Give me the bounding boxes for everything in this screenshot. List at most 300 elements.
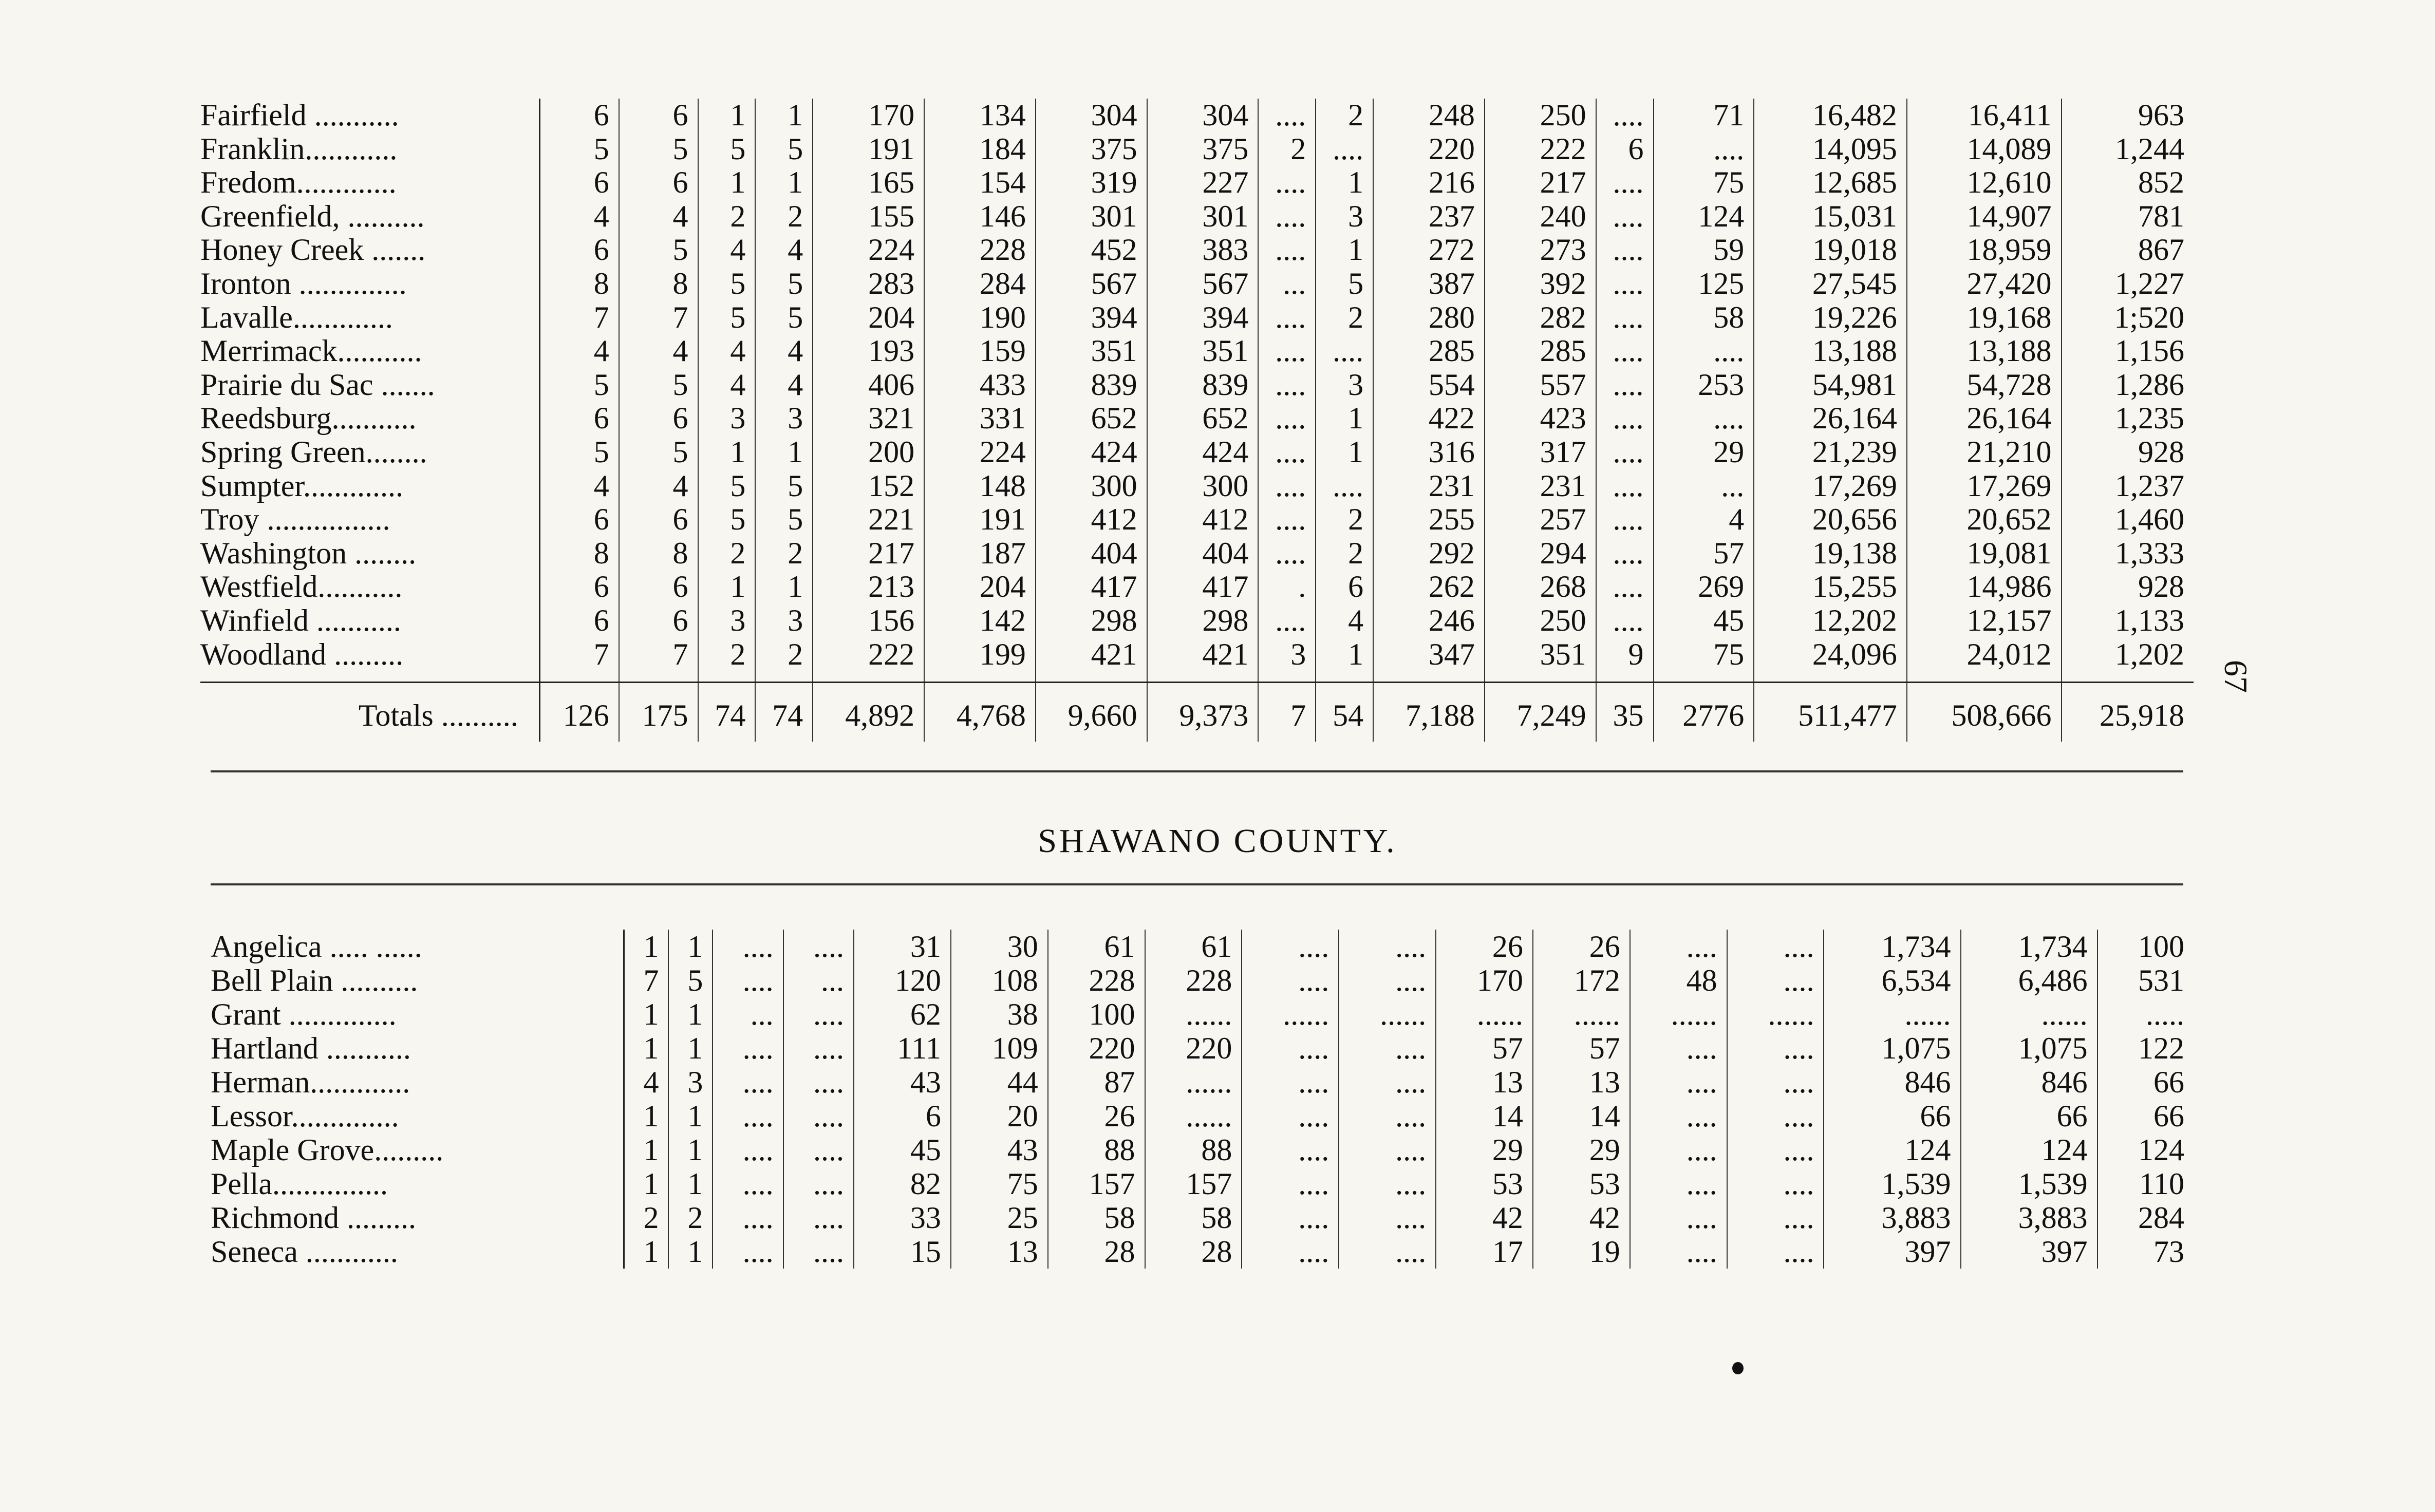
value-cell: 222	[813, 638, 924, 672]
value-cell: 28	[1048, 1235, 1145, 1269]
value-cell: 567	[1147, 267, 1259, 301]
value-cell: 154	[924, 166, 1036, 200]
value-cell: 1	[624, 1031, 669, 1065]
value-cell: 1	[1316, 638, 1373, 672]
value-cell: 285	[1485, 334, 1596, 368]
value-cell: ....	[783, 930, 854, 963]
value-cell: 1	[1316, 166, 1373, 200]
value-cell: .....	[2146, 997, 2184, 1031]
value-cell: 7	[539, 301, 619, 335]
table-row	[211, 1099, 2194, 1133]
value-cell: 4	[619, 200, 698, 234]
value-cell: 652	[1147, 402, 1259, 436]
value-cell: 33	[854, 1201, 951, 1235]
value-cell: 6	[1596, 133, 1654, 166]
value-cell: 217	[1485, 166, 1596, 200]
value-cell: 19	[1533, 1235, 1630, 1269]
value-cell: ....	[1727, 1201, 1824, 1235]
value-cell: 4,892	[813, 683, 924, 742]
value-cell: ....	[1654, 133, 1754, 166]
value-cell: 20,656	[1754, 503, 1907, 537]
value-cell: 31	[854, 930, 951, 963]
value-cell: 2	[755, 638, 813, 672]
table-row	[211, 963, 2194, 997]
value-cell: ....	[1258, 604, 1316, 638]
value-cell: 846	[1824, 1065, 1960, 1099]
value-cell: ....	[1596, 200, 1654, 234]
value-cell: 1,237	[2115, 468, 2184, 503]
value-cell: 3,883	[1824, 1201, 1960, 1235]
value-cell: ....	[783, 1031, 854, 1065]
value-cell: 2	[668, 1201, 713, 1235]
value-cell: 54,728	[1907, 368, 2062, 402]
value-cell: 298	[1036, 604, 1147, 638]
value-cell: 26	[1436, 930, 1533, 963]
value-cell: 404	[1147, 537, 1259, 571]
value-cell: ....	[1339, 1031, 1436, 1065]
value-cell: ....	[1242, 1065, 1339, 1099]
value-cell: 5	[698, 469, 756, 503]
value-cell: 5	[539, 133, 619, 166]
town-name-cell: Lavalle.............	[200, 301, 539, 335]
value-cell: 66	[1961, 1099, 2097, 1133]
value-cell: 13	[951, 1235, 1048, 1269]
value-cell: 54,981	[1754, 368, 1907, 402]
value-cell: 66	[1824, 1099, 1960, 1133]
value-cell: 124	[1824, 1133, 1960, 1167]
value-cell: ....	[713, 963, 783, 997]
value-cell: ....	[713, 1133, 783, 1167]
value-cell: 2	[1258, 133, 1316, 166]
value-cell: 222	[1485, 133, 1596, 166]
value-cell: 15,255	[1754, 570, 1907, 604]
value-cell: 5	[755, 267, 813, 301]
value-cell: 567	[1036, 267, 1147, 301]
value-cell: 1	[668, 1235, 713, 1269]
value-cell: 157	[1048, 1167, 1145, 1201]
value-cell: 19,168	[1907, 301, 2062, 335]
value-cell: ....	[713, 1031, 783, 1065]
value-cell: 417	[1036, 570, 1147, 604]
value-cell: 193	[813, 334, 924, 368]
value-cell: 4	[698, 233, 756, 267]
value-cell: 220	[1373, 133, 1485, 166]
value-cell: 142	[924, 604, 1036, 638]
value-cell: ....	[1339, 930, 1436, 963]
value-cell: ....	[1727, 1099, 1824, 1133]
value-cell: ....	[1258, 436, 1316, 469]
value-cell: ...	[1258, 267, 1316, 301]
table-row	[200, 233, 2194, 267]
value-cell: 38	[951, 997, 1048, 1031]
value-cell: 1	[624, 1099, 669, 1133]
value-cell: 4	[755, 334, 813, 368]
value-cell: ......	[1961, 997, 2097, 1031]
value-cell: 6	[619, 604, 698, 638]
value-cell: 221	[813, 503, 924, 537]
value-cell: 417	[1147, 570, 1259, 604]
value-cell: 57	[1654, 537, 1754, 571]
value-cell: 224	[813, 233, 924, 267]
value-cell: ....	[713, 1065, 783, 1099]
value-cell: 5	[539, 368, 619, 402]
value-cell: 20,652	[1907, 503, 2062, 537]
value-cell: ......	[1145, 1065, 1242, 1099]
value-cell: 28	[1145, 1235, 1242, 1269]
value-cell: 4	[539, 200, 619, 234]
value-cell: 423	[1485, 402, 1596, 436]
table-row	[211, 997, 2194, 1031]
value-cell: ....	[783, 1065, 854, 1099]
value-cell: 284	[2138, 1201, 2184, 1235]
value-cell: ....	[1242, 963, 1339, 997]
value-cell: 1	[668, 997, 713, 1031]
value-cell: 35	[1596, 683, 1654, 742]
value-cell: ....	[1258, 368, 1316, 402]
value-cell: ....	[1258, 200, 1316, 234]
value-cell: 122	[2138, 1031, 2184, 1065]
value-cell: 294	[1485, 537, 1596, 571]
value-cell: ....	[1242, 1235, 1339, 1269]
value-cell: 228	[1145, 963, 1242, 997]
value-cell: 42	[1436, 1201, 1533, 1235]
town-name-cell: Greenfield, ..........	[200, 200, 539, 234]
value-cell: 26,164	[1754, 402, 1907, 436]
value-cell: ......	[1436, 997, 1533, 1031]
value-cell: 283	[813, 267, 924, 301]
value-cell: ....	[783, 997, 854, 1031]
value-cell: 846	[1961, 1065, 2097, 1099]
value-cell: 240	[1485, 200, 1596, 234]
table-row	[200, 402, 2194, 436]
value-cell: ....	[1596, 436, 1654, 469]
value-cell: ....	[713, 1167, 783, 1201]
value-cell: 511,477	[1754, 683, 1907, 742]
value-cell: ....	[1339, 1201, 1436, 1235]
value-cell: ....	[1258, 537, 1316, 571]
value-cell: 5	[698, 133, 756, 166]
value-cell: ....	[1339, 963, 1436, 997]
value-cell: 6,534	[1824, 963, 1960, 997]
value-cell: ....	[1316, 133, 1373, 166]
section-divider	[211, 883, 2183, 885]
value-cell: 8	[539, 537, 619, 571]
value-cell: ....	[713, 1201, 783, 1235]
shawano-county-table	[211, 930, 2194, 1269]
value-cell: 6	[539, 166, 619, 200]
value-cell: 6	[619, 402, 698, 436]
value-cell: 124	[2138, 1133, 2184, 1167]
value-cell: 19,138	[1754, 537, 1907, 571]
value-cell: 557	[1485, 368, 1596, 402]
value-cell: ....	[1339, 1099, 1436, 1133]
value-cell: 57	[1436, 1031, 1533, 1065]
value-cell: 273	[1485, 233, 1596, 267]
value-cell: ...	[783, 963, 854, 997]
value-cell: 301	[1147, 200, 1259, 234]
value-cell: 1,227	[2115, 266, 2184, 300]
value-cell: 5	[698, 503, 756, 537]
value-cell: 6	[619, 503, 698, 537]
value-cell: 73	[2153, 1235, 2184, 1269]
table-row	[200, 99, 2194, 133]
value-cell: 24,012	[1907, 638, 2062, 672]
value-cell: 59	[1654, 233, 1754, 267]
value-cell: ....	[1727, 1031, 1824, 1065]
value-cell: 88	[1145, 1133, 1242, 1167]
value-cell: 250	[1485, 604, 1596, 638]
value-cell: 156	[813, 604, 924, 638]
town-name-cell: Totals ..........	[200, 683, 539, 742]
value-cell: 1	[668, 930, 713, 963]
value-cell: ....	[1316, 469, 1373, 503]
value-cell: 268	[1485, 570, 1596, 604]
value-cell: ....	[1258, 334, 1316, 368]
value-cell: 1,539	[1824, 1167, 1960, 1201]
value-cell: 12,610	[1907, 166, 2062, 200]
value-cell: ....	[783, 1167, 854, 1201]
value-cell: ......	[1339, 997, 1436, 1031]
value-cell: 25,918	[2062, 683, 2194, 742]
value-cell: ....	[1258, 469, 1316, 503]
value-cell: 66	[2153, 1099, 2184, 1133]
value-cell: 394	[1036, 301, 1147, 335]
town-name-cell: Maple Grove.........	[211, 1133, 624, 1167]
value-cell: 14,907	[1907, 200, 2062, 234]
value-cell: 6	[539, 604, 619, 638]
page-number: 67	[2218, 660, 2254, 693]
value-cell: 6	[619, 99, 698, 133]
value-cell: 27,420	[1907, 267, 2062, 301]
value-cell: 14	[1533, 1099, 1630, 1133]
value-cell: 250	[1485, 99, 1596, 133]
value-cell: ....	[1242, 1031, 1339, 1065]
town-name-cell: Prairie du Sac .......	[200, 368, 539, 402]
town-name-cell: Fredom.............	[200, 166, 539, 200]
value-cell: 13	[1533, 1065, 1630, 1099]
value-cell: 224	[924, 436, 1036, 469]
value-cell: 61	[1048, 930, 1145, 963]
value-cell: 298	[1147, 604, 1259, 638]
value-cell: 148	[924, 469, 1036, 503]
value-cell: 165	[813, 166, 924, 200]
value-cell: 404	[1036, 537, 1147, 571]
value-cell: 48	[1630, 963, 1727, 997]
value-cell: 8	[619, 267, 698, 301]
value-cell: 8	[619, 537, 698, 571]
value-cell: 1	[755, 99, 813, 133]
value-cell: ......	[1145, 997, 1242, 1031]
value-cell: 13	[1436, 1065, 1533, 1099]
value-cell: ....	[1596, 570, 1654, 604]
value-cell: 15	[854, 1235, 951, 1269]
value-cell: 1	[668, 1133, 713, 1167]
value-cell: .	[1258, 570, 1316, 604]
value-cell: 199	[924, 638, 1036, 672]
value-cell: 2	[698, 200, 756, 234]
value-cell: 66	[2153, 1065, 2184, 1099]
value-cell: 29	[1654, 436, 1754, 469]
value-cell: 126	[539, 683, 619, 742]
town-name-cell: Winfield ...........	[200, 604, 539, 638]
value-cell: 12,157	[1907, 604, 2062, 638]
value-cell: 3	[698, 402, 756, 436]
value-cell: 6	[539, 233, 619, 267]
value-cell: 58	[1145, 1201, 1242, 1235]
value-cell: 246	[1373, 604, 1485, 638]
value-cell: 43	[854, 1065, 951, 1099]
value-cell: 508,666	[1907, 683, 2062, 742]
value-cell: 14	[1436, 1099, 1533, 1133]
value-cell: 111	[854, 1031, 951, 1065]
town-name-cell: Pella...............	[211, 1167, 624, 1201]
value-cell: 1	[624, 997, 669, 1031]
value-cell: 5	[755, 133, 813, 166]
value-cell: 204	[924, 570, 1036, 604]
value-cell: ....	[1316, 334, 1373, 368]
value-cell: 319	[1036, 166, 1147, 200]
value-cell: 1	[1316, 436, 1373, 469]
value-cell: 5	[755, 503, 813, 537]
value-cell: 227	[1147, 166, 1259, 200]
value-cell: ......	[1727, 997, 1824, 1031]
town-name-cell: Ironton ..............	[200, 267, 539, 301]
value-cell: ....	[1258, 402, 1316, 436]
value-cell: 1	[624, 930, 669, 963]
town-name-cell: Fairfield ...........	[200, 99, 539, 133]
value-cell: 42	[1533, 1201, 1630, 1235]
value-cell: 5	[668, 963, 713, 997]
value-cell: 1,734	[1824, 930, 1960, 963]
table-row	[200, 166, 2194, 200]
value-cell: ......	[1824, 997, 1960, 1031]
value-cell: 125	[1654, 267, 1754, 301]
value-cell: 228	[1048, 963, 1145, 997]
value-cell: 3	[1258, 638, 1316, 672]
value-cell: 412	[1036, 503, 1147, 537]
value-cell: 170	[1436, 963, 1533, 997]
value-cell: ....	[1596, 503, 1654, 537]
value-cell: 1	[624, 1235, 669, 1269]
value-cell: 867	[2138, 233, 2184, 267]
value-cell: 5	[755, 469, 813, 503]
value-cell: 5	[619, 436, 698, 469]
value-cell: 7,188	[1373, 683, 1485, 742]
value-cell: 29	[1533, 1133, 1630, 1167]
value-cell: 108	[951, 963, 1048, 997]
value-cell: 262	[1373, 570, 1485, 604]
value-cell: 351	[1485, 638, 1596, 672]
value-cell: 12,685	[1754, 166, 1907, 200]
value-cell: 285	[1373, 334, 1485, 368]
value-cell: ....	[1727, 1065, 1824, 1099]
town-name-cell: Seneca ............	[211, 1235, 624, 1269]
section-heading: SHAWANO COUNTY.	[1038, 822, 1397, 860]
value-cell: 19,226	[1754, 301, 1907, 335]
value-cell: ....	[1596, 267, 1654, 301]
value-cell: 53	[1533, 1167, 1630, 1201]
town-name-cell: Angelica ..... ......	[211, 930, 624, 963]
row-spacer	[200, 671, 2194, 683]
value-cell: 6	[1316, 570, 1373, 604]
value-cell: 1,235	[2115, 401, 2184, 436]
value-cell: 231	[1485, 469, 1596, 503]
town-name-cell: Merrimack...........	[200, 334, 539, 368]
value-cell: 1,286	[2115, 367, 2184, 402]
value-cell: 13,188	[1754, 334, 1907, 368]
value-cell: 331	[924, 402, 1036, 436]
value-cell: ....	[1596, 402, 1654, 436]
value-cell: 1,244	[2115, 131, 2184, 166]
value-cell: 531	[2138, 963, 2184, 997]
table-row	[200, 469, 2194, 503]
table-row	[200, 133, 2194, 166]
value-cell: 187	[924, 537, 1036, 571]
value-cell: ....	[1630, 1133, 1727, 1167]
value-cell: 24,096	[1754, 638, 1907, 672]
value-cell: 2	[624, 1201, 669, 1235]
value-cell: 217	[813, 537, 924, 571]
table-row	[200, 537, 2194, 571]
value-cell: 6	[854, 1099, 951, 1133]
value-cell: 7	[619, 638, 698, 672]
value-cell: 6	[539, 402, 619, 436]
value-cell: 321	[813, 402, 924, 436]
value-cell: 652	[1036, 402, 1147, 436]
value-cell: ....	[783, 1235, 854, 1269]
value-cell: ....	[1630, 930, 1727, 963]
value-cell: 2	[698, 638, 756, 672]
value-cell: 269	[1654, 570, 1754, 604]
value-cell: 1,202	[2115, 637, 2184, 671]
table-row	[200, 301, 2194, 335]
value-cell: 6	[619, 570, 698, 604]
value-cell: ....	[713, 930, 783, 963]
value-cell: 292	[1373, 537, 1485, 571]
value-cell: 383	[1147, 233, 1259, 267]
value-cell: 21,210	[1907, 436, 2062, 469]
value-cell: 45	[1654, 604, 1754, 638]
value-cell: 1	[624, 1167, 669, 1201]
value-cell: 387	[1373, 267, 1485, 301]
value-cell: 21,239	[1754, 436, 1907, 469]
value-cell: 1	[698, 436, 756, 469]
value-cell: ....	[1727, 1133, 1824, 1167]
value-cell: 257	[1485, 503, 1596, 537]
table-row	[211, 1201, 2194, 1235]
value-cell: 412	[1147, 503, 1259, 537]
value-cell: 4	[539, 334, 619, 368]
value-cell: 17,269	[1907, 469, 2062, 503]
table-row	[200, 334, 2194, 368]
value-cell: ....	[1596, 368, 1654, 402]
value-cell: ...	[713, 997, 783, 1031]
value-cell: 7	[1258, 683, 1316, 742]
table-row	[211, 1133, 2194, 1167]
value-cell: 4	[539, 469, 619, 503]
value-cell: 839	[1036, 368, 1147, 402]
value-cell: 1;520	[2114, 300, 2184, 334]
value-cell: 316	[1373, 436, 1485, 469]
value-cell: 152	[813, 469, 924, 503]
value-cell: ....	[1258, 233, 1316, 267]
value-cell: 963	[2138, 98, 2184, 132]
value-cell: 5	[755, 301, 813, 335]
value-cell: 928	[2138, 570, 2184, 604]
value-cell: 175	[619, 683, 698, 742]
value-cell: 554	[1373, 368, 1485, 402]
town-name-cell: Westfield...........	[200, 570, 539, 604]
